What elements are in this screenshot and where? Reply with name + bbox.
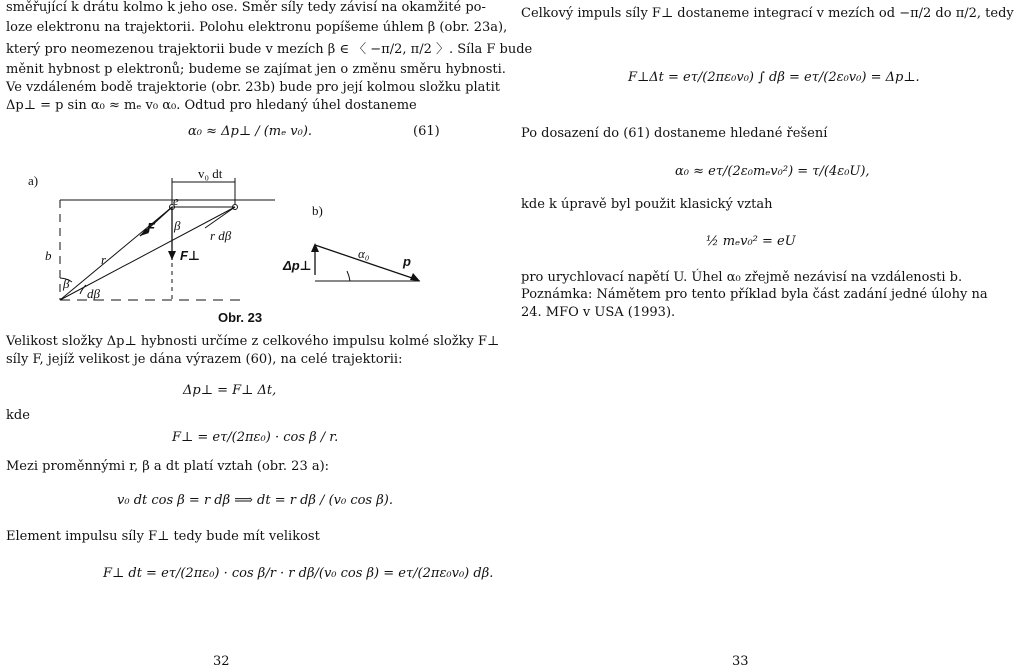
text-line: loze elektronu na trajektorii. Polohu elektronu popíšeme úhlem β (obr. 23a), (6, 20, 508, 35)
fig-a-label: a) (28, 173, 39, 188)
text-line: Element impulsu síly F⊥ tedy bude mít velikost (6, 529, 320, 544)
text-line: Mezi proměnnými r, β a dt platí vztah (obr. 23 a): (6, 459, 330, 474)
fig-b-label: b) (312, 203, 323, 218)
text-line: Celkový impuls síly F⊥ dostaneme integrací v mezích od −π/2 do π/2, tedy (521, 6, 1014, 21)
label-alpha0: α₀ (358, 246, 370, 261)
text-line: Po dosazení do (61) dostaneme hledané řešení (521, 126, 828, 141)
equation-F: F⊥ = eτ/(2πε₀) · cos β / r. (172, 430, 339, 445)
label-v0dt: v₀ dt (198, 166, 223, 181)
text-line: Velikost složky Δp⊥ hybnosti určíme z celkového impulsu kolmé složky F⊥ (6, 334, 500, 349)
label-beta-top: β (174, 218, 181, 233)
figure-23 (0, 160, 470, 330)
label-e: e (173, 193, 179, 208)
text-line: směřující k drátu kolmo k jeho ose. Směr síly tedy závisí na okamžité po- (6, 0, 486, 15)
text-line: pro urychlovací napětí U. Úhel α₀ zřejmě nezávisí na vzdálenosti b. (521, 270, 963, 285)
text-line: kde k úpravě byl použit klasický vztah (521, 197, 773, 212)
equation-number-61: (61) (413, 124, 440, 139)
equation-61: α₀ ≈ Δp⊥ / (mₑ v₀). (188, 124, 313, 139)
label-F: F (147, 220, 155, 235)
text-line-note: Poznámka: Námětem pro tento příklad byla část zadání jedné úlohy na (521, 287, 988, 302)
equation-element: F⊥ dt = eτ/(2πε₀) · cos β/r · r dβ/(v₀ cos β) = eτ/(2πε₀v₀) dβ. (103, 566, 494, 581)
equation-dp: Δp⊥ = F⊥ Δt, (183, 383, 277, 398)
label-rdbeta: r dβ (210, 228, 232, 243)
label-b: b (45, 248, 52, 263)
label-beta-bottom: β (63, 276, 70, 291)
text-line: který pro neomezenou trajektorii bude v mezích β ∈ 〈 −π/2, π/2 〉. Síla F bude (6, 42, 533, 57)
label-dbeta: dβ (87, 286, 100, 301)
page-number-right: 33 (732, 654, 749, 669)
label-dp: Δp⊥ (283, 258, 312, 273)
label-p: p (403, 254, 411, 269)
equation-solution: α₀ ≈ eτ/(2ε₀mₑv₀²) = τ/(4ε₀U), (675, 164, 870, 179)
text-line: Δp⊥ = p sin α₀ ≈ mₑ v₀ α₀. Odtud pro hledaný úhel dostaneme (6, 98, 417, 113)
figure-caption: Obr. 23 (218, 310, 263, 325)
page-number-left: 32 (213, 654, 230, 669)
text-line: síly F, jejíž velikost je dána výrazem (60), na celé trajektorii: (6, 352, 403, 367)
text-line: Ve vzdáleném bodě trajektorie (obr. 23b) bude pro její kolmou složku platit (6, 80, 500, 95)
label-Fperp: F⊥ (180, 248, 200, 263)
text-line: 24. MFO v USA (1993). (521, 305, 676, 320)
equation-dt: v₀ dt cos β = r dβ ⟹ dt = r dβ / (v₀ cos β). (117, 493, 393, 508)
label-r: r (101, 252, 107, 267)
text-kde: kde (6, 408, 30, 423)
equation-integral: F⊥Δt = eτ/(2πε₀v₀) ∫ dβ = eτ/(2ε₀v₀) = Δp⊥. (628, 70, 920, 85)
equation-energy: ½ mₑv₀² = eU (706, 234, 796, 249)
text-line: měnit hybnost p elektronů; budeme se zajímat jen o změnu směru hybnosti. (6, 62, 506, 77)
